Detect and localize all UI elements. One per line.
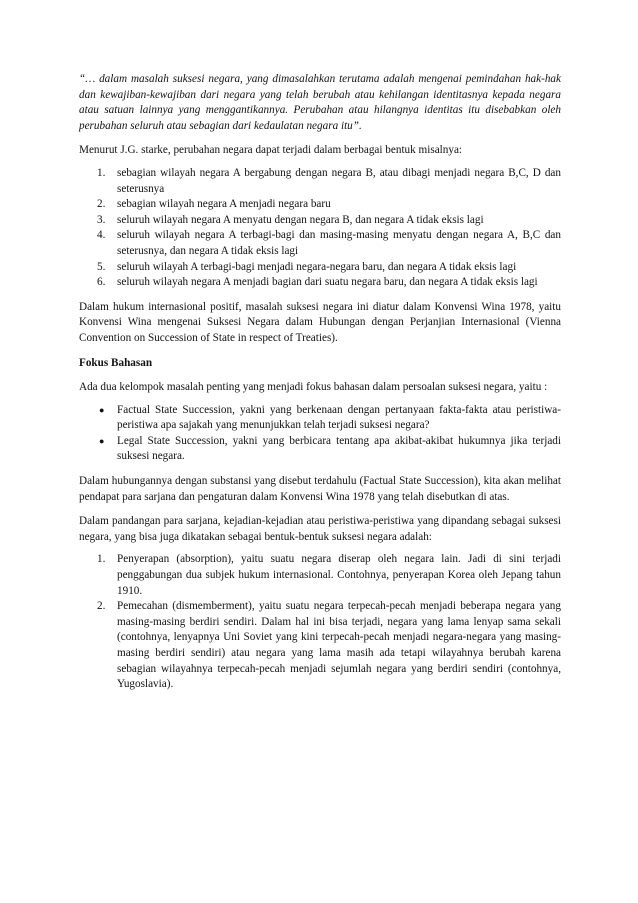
section-heading: Fokus Bahasan xyxy=(79,356,153,369)
focus-list xyxy=(79,403,561,465)
list-text: sebagian wilayah negara A bergabung dengan negara B, atau dibagi menjadi negara B,C, D dan seterusnya xyxy=(117,166,561,195)
list-number: 1. xyxy=(97,553,106,566)
list-item xyxy=(79,260,561,276)
list-number: 3. xyxy=(97,213,106,226)
list-item xyxy=(79,197,561,213)
list-text: sebagian wilayah negara A menjadi negara baru xyxy=(117,198,331,211)
relation-paragraph: Dalam hubungannya dengan substansi yang disebut terdahulu (Factual State Succession), kita akan melihat pendapat para sarjana dan pengaturan dalam Konvensi Wina 1978 yang telah disebutkan di atas. xyxy=(79,475,561,503)
list-item xyxy=(79,275,561,291)
list-text: Legal State Succession, yakni yang berbicara tentang apa akibat-akibat hukumnya jika terjadi suksesi negara. xyxy=(117,434,561,463)
bullet-icon: ● xyxy=(99,435,105,446)
list-item xyxy=(79,599,561,693)
list-item xyxy=(79,213,561,229)
list-text: Factual State Succession, yakni yang berkenaan dengan pertanyaan fakta-fakta atau peristiwa-peristiwa apa sajakah yang menunjukkan telah terjadi suksesi negara? xyxy=(117,403,561,432)
list-text: seluruh wilayah A terbagi-bagi menjadi negara-negara baru, dan negara A tidak eksis lagi xyxy=(117,260,517,273)
list-number: 5. xyxy=(97,260,106,273)
list-number: 2. xyxy=(97,198,106,211)
list-number: 4. xyxy=(97,229,106,242)
list-item xyxy=(79,434,561,465)
list-number: 6. xyxy=(97,276,106,289)
starke-list xyxy=(79,166,561,291)
focus-intro: Ada dua kelompok masalah penting yang menjadi fokus bahasan dalam persoalan suksesi negara, yaitu : xyxy=(79,381,548,394)
list-number: 2. xyxy=(97,600,106,613)
forms-paragraph: Dalam pandangan para sarjana, kejadian-kejadian atau peristiwa-peristiwa yang dipandang sebagai suksesi negara, yang bisa juga dikatakan sebagai bentuk-bentuk suksesi negara adalah: xyxy=(79,515,561,543)
forms-list xyxy=(79,552,561,692)
list-item xyxy=(79,552,561,599)
list-item xyxy=(79,228,561,259)
list-text: Penyerapan (absorption), yaitu suatu negara diserap oleh negara lain. Jadi di sini terjadi penggabungan dua subjek hukum internasional. Contohnya, penyerapan Korea oleh Jepang tahun 1910. xyxy=(117,553,561,597)
list-text: seluruh wilayah negara A terbagi-bagi dan masing-masing menyatu dengan negara A, B,C dan seterusnya, dan negara A tidak eksis lagi xyxy=(117,229,561,257)
list-text: seluruh wilayah negara A menyatu dengan negara B, dan negara A tidak eksis lagi xyxy=(117,213,484,226)
document-body xyxy=(79,72,561,693)
konvensi-paragraph: Dalam hukum internasional positif, masalah suksesi negara ini diatur dalam Konvensi Wina 1978, yaitu Konvensi Wina mengenai Suksesi Negara dalam Hubungan dengan Perjanjian Internasional (Vienna Convention on Succession of State in respect of Treaties). xyxy=(79,300,561,344)
quote-paragraph: “… dalam masalah suksesi negara, yang dimasalahkan terutama adalah mengenai pemindahan hak-hak dan kewajiban-kewajiban dari negara yang telah berubah atau kehilangan identitasnya kepada negara atau satuan lainnya yang menggantikannya. Perubahan atau hilangnya identitas itu disebabkan oleh perubahan seluruh atau sebagian dari kedaulatan negara itu”. xyxy=(79,73,561,132)
starke-intro: Menurut J.G. starke, perubahan negara dapat terjadi dalam berbagai bentuk misalnya: xyxy=(79,144,463,157)
list-text: Pemecahan (dismemberment), yaitu suatu negara terpecah-pecah menjadi beberapa negara yang masing-masing berdiri sendiri. Dalam hal ini bisa terjadi, negara yang lama lenyap sama sekali (contohnya, lenyapnya Uni Soviet yang kini terpecah-pecah menjadi negara-negara yang masing-masing berdiri sendiri) atau negara yang lama masih ada tetapi wilayahnya berubah karena sebagian wilayahnya terpecah-pecah menjadi sejumlah negara yang berdiri sendiri (contohnya, Yugoslavia). xyxy=(117,600,561,691)
list-text: seluruh wilayah negara A menjadi bagian dari suatu negara baru, dan negara A tidak eksis lagi xyxy=(117,276,538,289)
list-number: 1. xyxy=(97,166,106,179)
bullet-icon: ● xyxy=(99,404,105,415)
list-item xyxy=(79,166,561,197)
list-item xyxy=(79,403,561,434)
